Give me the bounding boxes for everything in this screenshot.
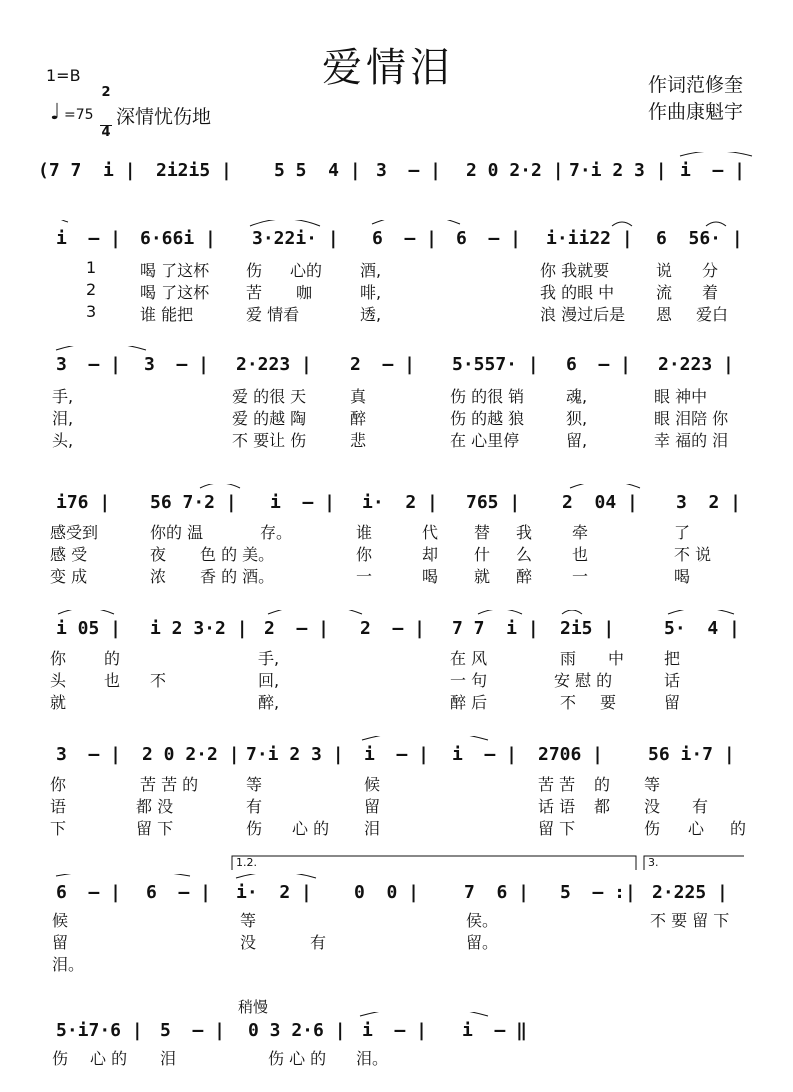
lyric: 回, [258,671,280,690]
lyric: 啡, [360,283,382,302]
measure: 2·225 | [652,882,728,903]
lyric: 恩 [656,305,673,324]
lyric: 留, [566,431,588,450]
verse-number: 3 [86,302,97,321]
lyric: 没 [240,933,257,952]
measure: 7·i 2 3 | [246,744,344,765]
lyric: 我 的眼 中 [540,283,615,302]
lyric: 喝 了这杯 [140,261,210,280]
lyric: 替 [474,523,491,542]
lyric: 在 风 [450,649,488,668]
lyric: 都 没 [136,797,174,816]
lyric: 心 [688,819,705,838]
lyric: 话 语 [538,797,576,816]
lyric: 醉 后 [450,693,488,712]
lyric: 安 慰 的 [554,671,613,690]
lyric: 不 要让 伤 [232,431,307,450]
lyric: 伤 [52,1049,69,1068]
lyric: 幸 福的 泪 [654,431,729,450]
lyric: 你 [50,649,67,668]
score-row-3 [0,346,793,386]
lyric: 的 [594,775,611,794]
lyric: 存。 [260,523,293,542]
lyric: 伤 的越 狼 [450,409,525,428]
volta-1-2-label: 1.2. [236,856,257,869]
measure: 6 – | [146,882,212,903]
lyric: 伤 [246,261,263,280]
lyric: 留 [664,693,681,712]
measure: 3·22i· | [252,228,339,249]
lyric: 变 成 [50,567,88,586]
lyric: 头, [52,431,74,450]
measure: 2 – | [360,618,426,639]
measure: 2·223 | [236,354,312,375]
time-signature-top: 2 [101,85,111,100]
lyric: 着 [702,283,719,302]
lyric: 不 [150,671,167,690]
measure: 3 – | [56,744,122,765]
lyric: 你的 温 [150,523,204,542]
measure: 2 – | [264,618,330,639]
lyric: 的 [730,819,747,838]
lyric: 在 心里停 [450,431,520,450]
lyric: 不 要 留 下 [650,911,730,930]
lyric: 候 [364,775,381,794]
lyric: 有 [246,797,263,816]
lyric: 爱 情看 [246,305,300,324]
lyric: 伤 [644,819,661,838]
measure: 2706 | [538,744,604,765]
tempo-slow-marking: 稍慢 [238,998,269,1016]
verse-number: 2 [86,280,97,299]
lyric: 香 的 酒。 [200,567,275,586]
lyric: 浓 [150,567,167,586]
tempo-marking: =75 [64,107,94,123]
key-signature: 1=B [46,66,81,85]
measure: 3 2 | [676,492,742,513]
lyric: 有 [692,797,709,816]
lyric: 都 [594,797,611,816]
lyric: 泪。 [356,1049,389,1068]
measure: 2 – | [350,354,416,375]
measure: i· 2 | [362,492,438,513]
lyric: 留 [364,797,381,816]
quarter-note-icon: ♩ [50,100,61,125]
lyric: 谁 能把 [140,305,194,324]
lyric: 手, [258,649,280,668]
measure: 3 – | [376,160,442,181]
score-row-6 [0,736,793,776]
lyric: 你 我就要 [540,261,610,280]
lyric: 苦 苦 的 [140,775,199,794]
lyric: 夜 [150,545,167,564]
lyric: 一 [572,567,589,586]
lyric: 喝 [674,567,691,586]
lyric: 泪 [160,1049,177,1068]
lyric: 感受到 [50,523,99,542]
lyric: 代 [422,523,439,542]
lyric: 真 [350,387,367,406]
lyric: 醉 [516,567,533,586]
measure: 5·557· | [452,354,539,375]
measure: (7 7 i | [38,160,136,181]
lyric: 爱白 [696,305,729,324]
lyric: 我 [516,523,533,542]
measure: i 2 3·2 | [150,618,248,639]
lyric: 你 [50,775,67,794]
measure: i – | [270,492,336,513]
measure: 2 0 2·2 | [142,744,240,765]
score-row-4 [0,484,793,524]
lyric: 爱 的越 陶 [232,409,307,428]
lyric: 谁 [356,523,373,542]
lyric: 也 [572,545,589,564]
measure: 6 – | [56,882,122,903]
lyric: 流 [656,283,673,302]
lyric: 爱 的很 天 [232,387,307,406]
measure: i – | [452,744,518,765]
lyric: 把 [664,649,681,668]
lyric: 色 的 美。 [200,545,275,564]
lyric: 就 [474,567,491,586]
lyric: 心 的 [90,1049,128,1068]
lyric: 伤 的很 销 [450,387,525,406]
lyric: 眼 泪陪 你 [654,409,729,428]
lyric: 泪 [364,819,381,838]
measure: 56 7·2 | [150,492,237,513]
measure: 765 | [466,492,521,513]
measure: 3 – | [56,354,122,375]
lyric: 也 [104,671,121,690]
lyric: 醉 [350,409,367,428]
measure: 5·i7·6 | [56,1020,143,1041]
lyric: 留 下 [538,819,576,838]
volta-3-label: 3. [648,856,659,869]
score-row-5 [0,610,793,650]
lyric: 泪, [52,409,74,428]
measure: i·ii22 | [546,228,633,249]
time-signature [100,60,112,152]
lyric: 分 [702,261,719,280]
lyric: 了 [674,523,691,542]
song-title: 爱情泪 [322,45,454,91]
measure: 7 6 | [464,882,530,903]
lyric: 头 [50,671,67,690]
measure: 3 – | [144,354,210,375]
lyric: 却 [422,545,439,564]
time-signature-bottom: 4 [101,125,111,140]
measure: i76 | [56,492,111,513]
measure: 5· 4 | [664,618,740,639]
lyric: 的 [104,649,121,668]
measure: 5 5 4 | [274,160,361,181]
measure: 6 56· | [656,228,743,249]
lyric: 牵 [572,523,589,542]
lyric: 酒, [360,261,382,280]
measure: 0 0 | [354,882,420,903]
lyric: 候 [52,911,69,930]
lyric: 雨 [560,649,577,668]
lyric: 心的 [290,261,323,280]
measure: 6 – | [372,228,438,249]
lyric: 不 说 [674,545,712,564]
lyric: 中 [608,649,625,668]
composer-credit: 作曲康魁宇 [648,101,744,123]
lyric: 透, [360,305,382,324]
lyric: 感 受 [50,545,88,564]
lyric: 下 [50,819,67,838]
measure: i – | [56,228,122,249]
measure: 0 3 2·6 | [248,1020,346,1041]
volta-brackets [0,850,793,870]
lyric: 留 下 [136,819,174,838]
measure: 2 0 2·2 | [466,160,564,181]
measure: 2i5 | [560,618,615,639]
lyric: 苦 苦 [538,775,576,794]
measure: i – | [680,160,746,181]
measure: i 05 | [56,618,122,639]
verse-number: 1 [86,258,97,277]
lyric: 等 [644,775,661,794]
lyric: 语 [50,797,67,816]
lyric: 等 [240,911,257,930]
score-row-2 [0,220,793,260]
lyric: 么 [516,545,533,564]
score-row-1 [0,152,793,192]
lyric: 就 [50,693,67,712]
lyric: 话 [664,671,681,690]
lyric: 等 [246,775,263,794]
lyric: 留。 [466,933,499,952]
lyric: 醉, [258,693,280,712]
lyric: 浪 漫过后是 [540,305,626,324]
lyric: 悲 [350,431,367,450]
lyricist-credit: 作词范修奎 [648,74,744,96]
measure: i· 2 | [236,882,312,903]
lyric: 咖 [296,283,313,302]
lyric: 喝 [422,567,439,586]
lyric: 眼 神中 [654,387,708,406]
lyric: 泪。 [52,955,85,974]
lyric: 你 [356,545,373,564]
measure: 5 – :| [560,882,636,903]
lyric: 狈, [566,409,588,428]
lyric: 不 [560,693,577,712]
measure: 56 i·7 | [648,744,735,765]
lyric: 伤 心 的 [268,1049,327,1068]
lyric: 要 [600,693,617,712]
measure: i – | [364,744,430,765]
measure: 6·66i | [140,228,216,249]
measure: 6 – | [566,354,632,375]
lyric: 一 [356,567,373,586]
mood-marking: 深情忧伤地 [116,106,212,128]
measure: 2i2i5 | [156,160,232,181]
lyric: 手, [52,387,74,406]
lyric: 有 [310,933,327,952]
measure: 5 – | [160,1020,226,1041]
lyric: 伤 [246,819,263,838]
lyric: 苦 [246,283,263,302]
lyric: 心 的 [292,819,330,838]
lyric: 魂, [566,387,588,406]
measure: 2 04 | [562,492,638,513]
lyric: 侯。 [466,911,499,930]
lyric: 什 [474,545,491,564]
lyric: 没 [644,797,661,816]
measure: 2·223 | [658,354,734,375]
measure: i – | [362,1020,428,1041]
lyric: 喝 了这杯 [140,283,210,302]
lyric: 留 [52,933,69,952]
measure: 7·i 2 3 | [569,160,667,181]
lyric: 一 句 [450,671,488,690]
measure: 6 – | [456,228,522,249]
measure: 7 7 i | [452,618,539,639]
lyric: 说 [656,261,673,280]
measure: i – ‖ [462,1020,528,1041]
